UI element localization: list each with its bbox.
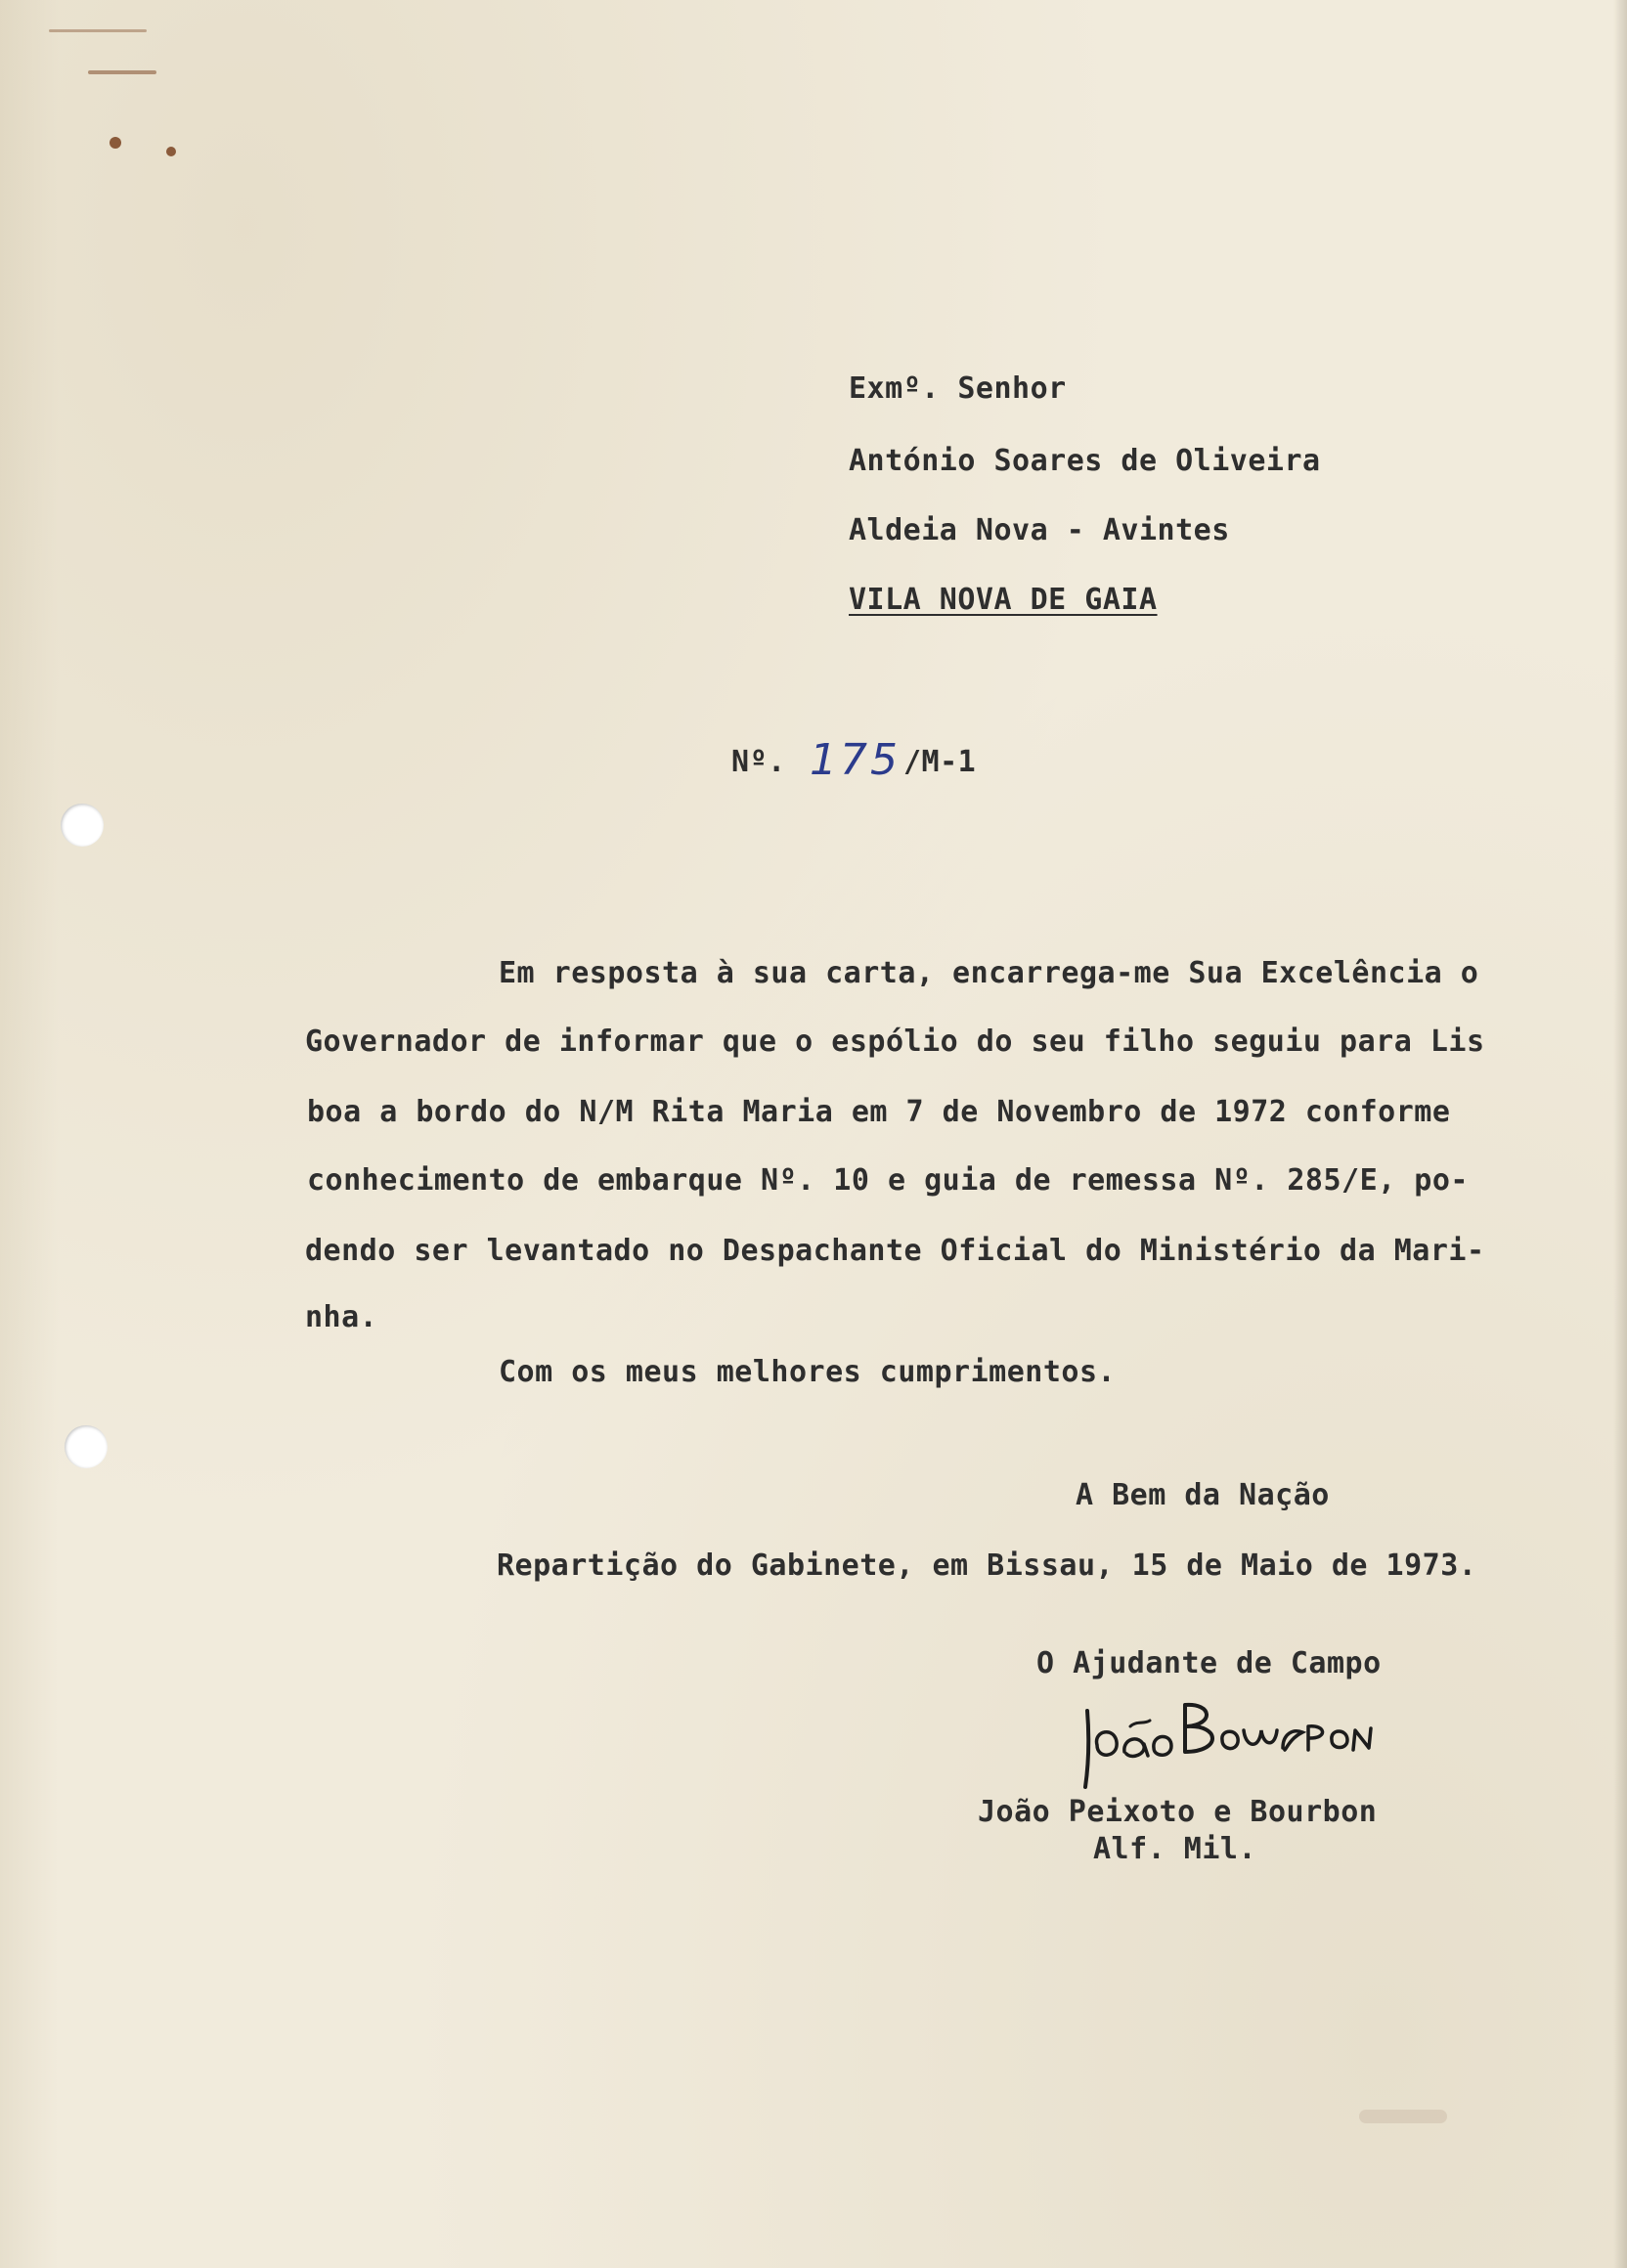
reference-suffix: /M-1: [903, 745, 977, 779]
body-line: boa a bordo do N/M Rita Maria em 7 de Novembro de 1972 conforme: [307, 1095, 1451, 1129]
closing-greeting: Com os meus melhores cumprimentos.: [499, 1355, 1117, 1389]
signatory-title: O Ajudante de Campo: [1036, 1646, 1382, 1680]
rust-streak: [88, 70, 156, 74]
body-line: conhecimento de embarque Nº. 10 e guia de remessa Nº. 285/E, po-: [307, 1163, 1469, 1198]
paper-stain: [1359, 2110, 1447, 2123]
motto: A Bem da Nação: [1076, 1478, 1330, 1512]
body-line: nha.: [305, 1300, 378, 1334]
address-city: VILA NOVA DE GAIA: [849, 583, 1158, 617]
address-locality: Aldeia Nova - Avintes: [849, 513, 1230, 547]
page-edge-shadow: [1613, 0, 1627, 2268]
handwritten-signature: [1076, 1691, 1379, 1799]
rust-spot: [166, 147, 176, 156]
punch-hole-bottom: [65, 1425, 108, 1468]
rust-spot: [110, 137, 121, 149]
punch-hole-top: [61, 804, 104, 847]
reference-prefix: Nº.: [731, 745, 786, 779]
address-salutation: Exmº. Senhor: [849, 371, 1067, 406]
reference-handwritten-number: 175: [810, 735, 901, 785]
body-line: Em resposta à sua carta, encarrega-me Sua Excelência o: [499, 956, 1479, 990]
rust-streak: [49, 29, 147, 32]
body-line: Governador de informar que o espólio do seu filho seguiu para Lis: [305, 1025, 1485, 1059]
signatory-name: João Peixoto e Bourbon: [978, 1795, 1378, 1829]
place-date: Repartição do Gabinete, em Bissau, 15 de Maio de 1973.: [497, 1548, 1477, 1583]
body-line: dendo ser levantado no Despachante Oficial do Ministério da Mari-: [305, 1234, 1485, 1268]
address-name: António Soares de Oliveira: [849, 444, 1321, 478]
signatory-rank: Alf. Mil.: [1093, 1832, 1257, 1866]
